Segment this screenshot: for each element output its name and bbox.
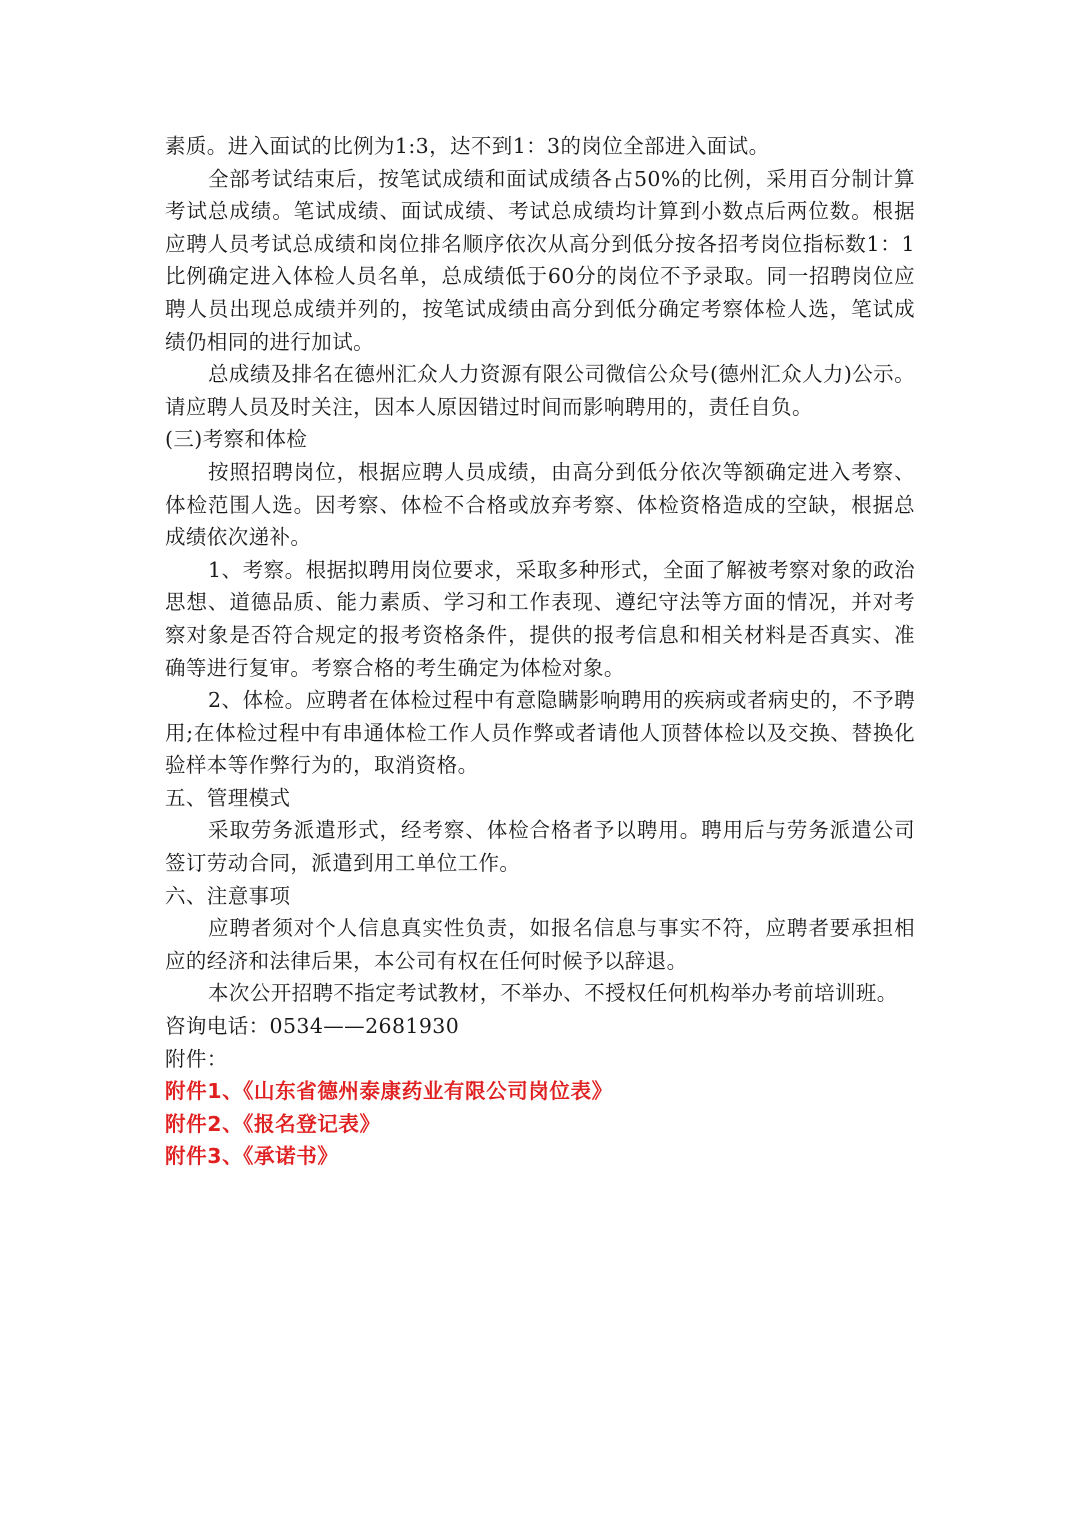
attachment-commitment-letter[interactable]: 附件3、《承诺书》 — [165, 1144, 339, 1169]
contact-phone: 咨询电话：0534——2681930 — [165, 1014, 460, 1039]
paragraph-management-mode: 采取劳务派遣形式，经考察、体检合格者予以聘用。聘用后与劳务派遣公司签订劳动合同，派遣到用工单位工作。 — [165, 818, 915, 876]
section-heading-inspection: (三)考察和体检 — [165, 427, 308, 452]
paragraph-score-publication: 总成绩及排名在德州汇众人力资源有限公司微信公众号(德州汇众人力)公示。请应聘人员及时关注，因本人原因错过时间而影响聘用的，责任自负。 — [165, 362, 915, 419]
section-heading-management: 五、管理模式 — [165, 785, 291, 810]
section-heading-notes: 六、注意事项 — [165, 883, 291, 908]
document-body — [165, 130, 915, 1173]
paragraph-notes-training: 本次公开招聘不指定考试教材，不举办、不授权任何机构举办考前培训班。 — [208, 981, 898, 1006]
paragraph-inspection-item: 1、考察。根据拟聘用岗位要求，采取多种形式，全面了解被考察对象的政治思想、道德品质、能力素质、学习和工作表现、遵纪守法等方面的情况，并对考察对象是否符合规定的报考资格条件，提供的报考信息和相关材料是否真实、准确等进行复审。考察合格的考生确定为体检对象。 — [165, 557, 915, 680]
paragraph-physical-exam-item: 2、体检。应聘者在体检过程中有意隐瞒影响聘用的疾病或者病史的，不予聘用;在体检过程中有串通体检工作人员作弊或者请他人顶替体检以及交换、替换化验样本等作弊行为的，取消资格。 — [165, 688, 915, 778]
paragraph-total-score: 全部考试结束后，按笔试成绩和面试成绩各占50%的比例，采用百分制计算考试总成绩。笔试成绩、面试成绩、考试总成绩均计算到小数点后两位数。根据应聘人员考试总成绩和岗位排名顺序依次从高分到低分按各招考岗位指标数1：1比例确定进入体检人员名单，总成绩低于60分的岗位不予录取。同一招聘岗位应聘人员出现总成绩并列的，按笔试成绩由高分到低分确定考察体检人选，笔试成绩仍相同的进行加试。 — [165, 166, 915, 354]
paragraph-interview-ratio: 素质。进入面试的比例为1:3，达不到1：3的岗位全部进入面试。 — [165, 134, 770, 158]
attachments-label: 附件： — [165, 1046, 228, 1071]
paragraph-inspection-scope: 按照招聘岗位，根据应聘人员成绩，由高分到低分依次等额确定进入考察、体检范围人选。因考察、体检不合格或放弃考察、体检资格造成的空缺，根据总成绩依次递补。 — [165, 459, 915, 550]
attachment-registration-form[interactable]: 附件2、《报名登记表》 — [165, 1111, 381, 1136]
attachment-job-table[interactable]: 附件1、《山东省德州泰康药业有限公司岗位表》 — [165, 1079, 613, 1104]
paragraph-notes-responsibility: 应聘者须对个人信息真实性负责，如报名信息与事实不符，应聘者要承担相应的经济和法律后果，本公司有权在任何时候予以辞退。 — [165, 916, 915, 973]
